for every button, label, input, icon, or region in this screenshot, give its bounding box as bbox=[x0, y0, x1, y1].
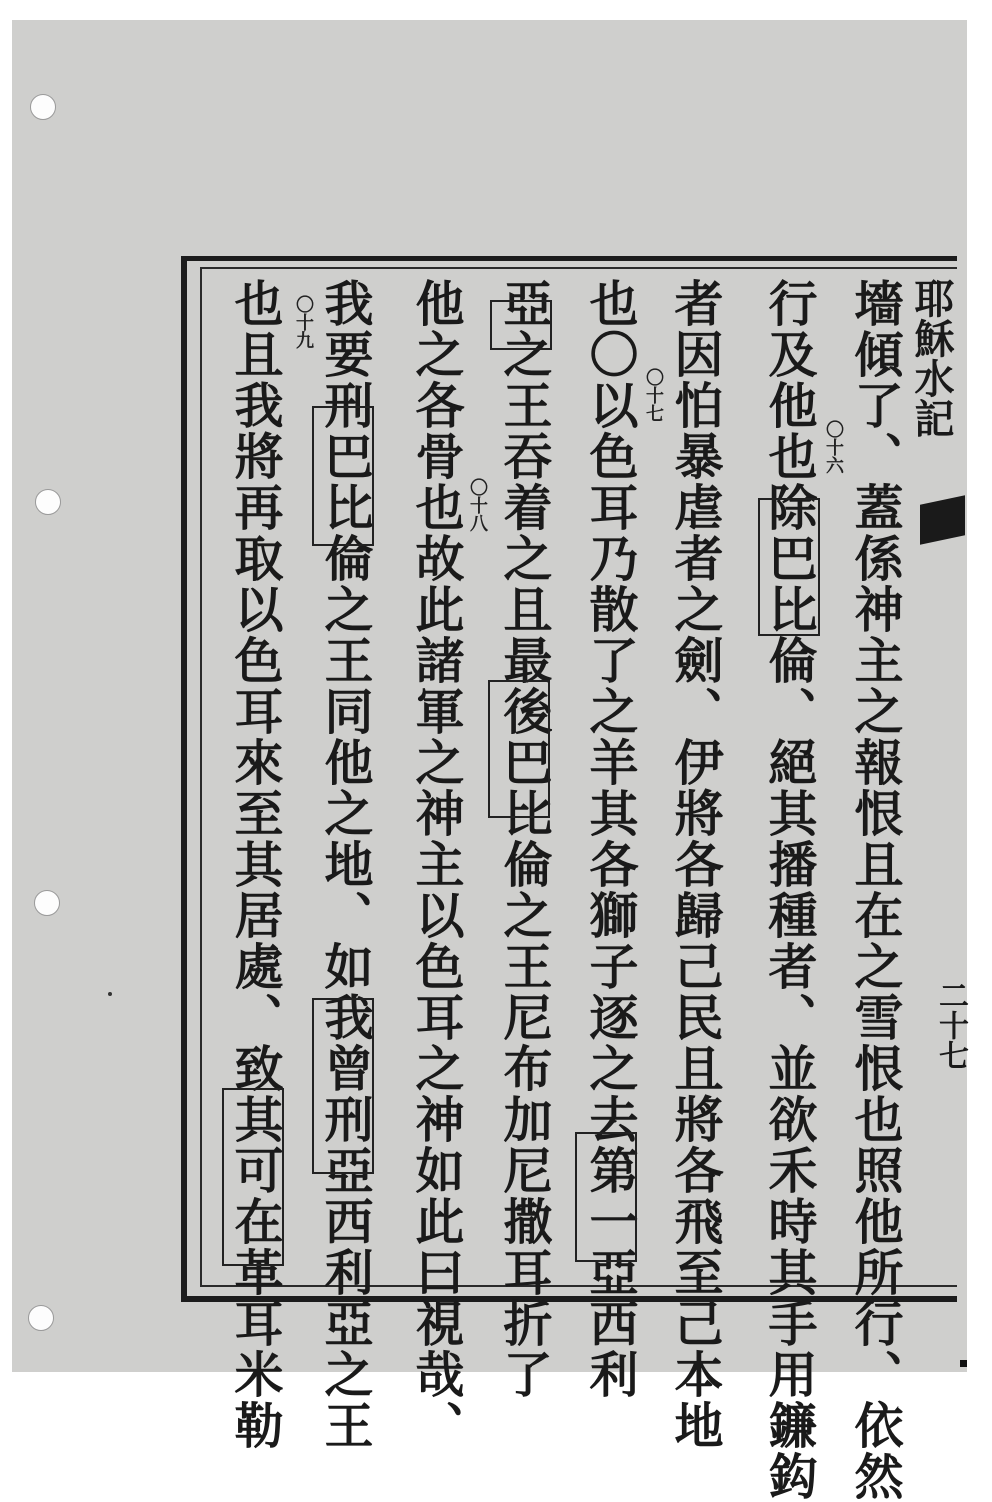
column-text: 也且我將再取以色耳來至其居處、致其可在革耳米勒 bbox=[227, 278, 285, 1451]
binder-hole bbox=[28, 1305, 54, 1331]
column-text: 也〇以色耳乃散了之羊其各獅子逐之去第一亞西利 bbox=[582, 278, 640, 1400]
name-box bbox=[575, 1132, 637, 1262]
verse-note: 〇十七 bbox=[643, 368, 664, 422]
column-text: 墻傾了、蓋係神主之報恨且在之雪恨也照他所行、依然 bbox=[847, 278, 905, 1502]
text-column-2 bbox=[762, 278, 818, 1502]
name-box bbox=[758, 498, 820, 636]
name-box bbox=[490, 300, 552, 350]
verse-note: 〇十八 bbox=[467, 478, 488, 532]
name-box bbox=[222, 1088, 284, 1266]
binder-hole bbox=[35, 489, 61, 515]
page-number: 二十七 bbox=[933, 980, 968, 1070]
text-column-5 bbox=[497, 278, 553, 1400]
column-text: 者因怕暴虐者之劍、伊將各歸己民且將各飛至己本地 bbox=[667, 278, 725, 1451]
name-box bbox=[488, 680, 550, 818]
verse-note: 〇十六 bbox=[823, 420, 844, 474]
text-column-6 bbox=[409, 278, 465, 1451]
column-text: 亞之王吞着之且最後巴比倫之王尼布加尼撒耳折了 bbox=[496, 278, 554, 1400]
column-text: 我要刑巴比倫之王同他之地、如我曾刑亞西利亞之王 bbox=[317, 278, 375, 1451]
text-column-8 bbox=[228, 278, 284, 1451]
text-column-1 bbox=[848, 278, 904, 1502]
verse-note: 〇十九 bbox=[293, 295, 314, 349]
name-box bbox=[312, 406, 374, 546]
name-box bbox=[312, 998, 374, 1174]
speck bbox=[108, 992, 112, 996]
binder-hole bbox=[34, 890, 60, 916]
column-text: 行及他也除巴比倫、絕其播種者、並欲禾時其手用鐮鈎 bbox=[761, 278, 819, 1502]
column-text: 他之各骨也故此諸軍之神主以色耳之神如此曰視哉、 bbox=[408, 278, 466, 1451]
corner-mark bbox=[960, 1360, 967, 1367]
binder-hole bbox=[30, 94, 56, 120]
edge-title: 耶穌水記 bbox=[908, 278, 955, 438]
text-column-3 bbox=[668, 278, 724, 1451]
